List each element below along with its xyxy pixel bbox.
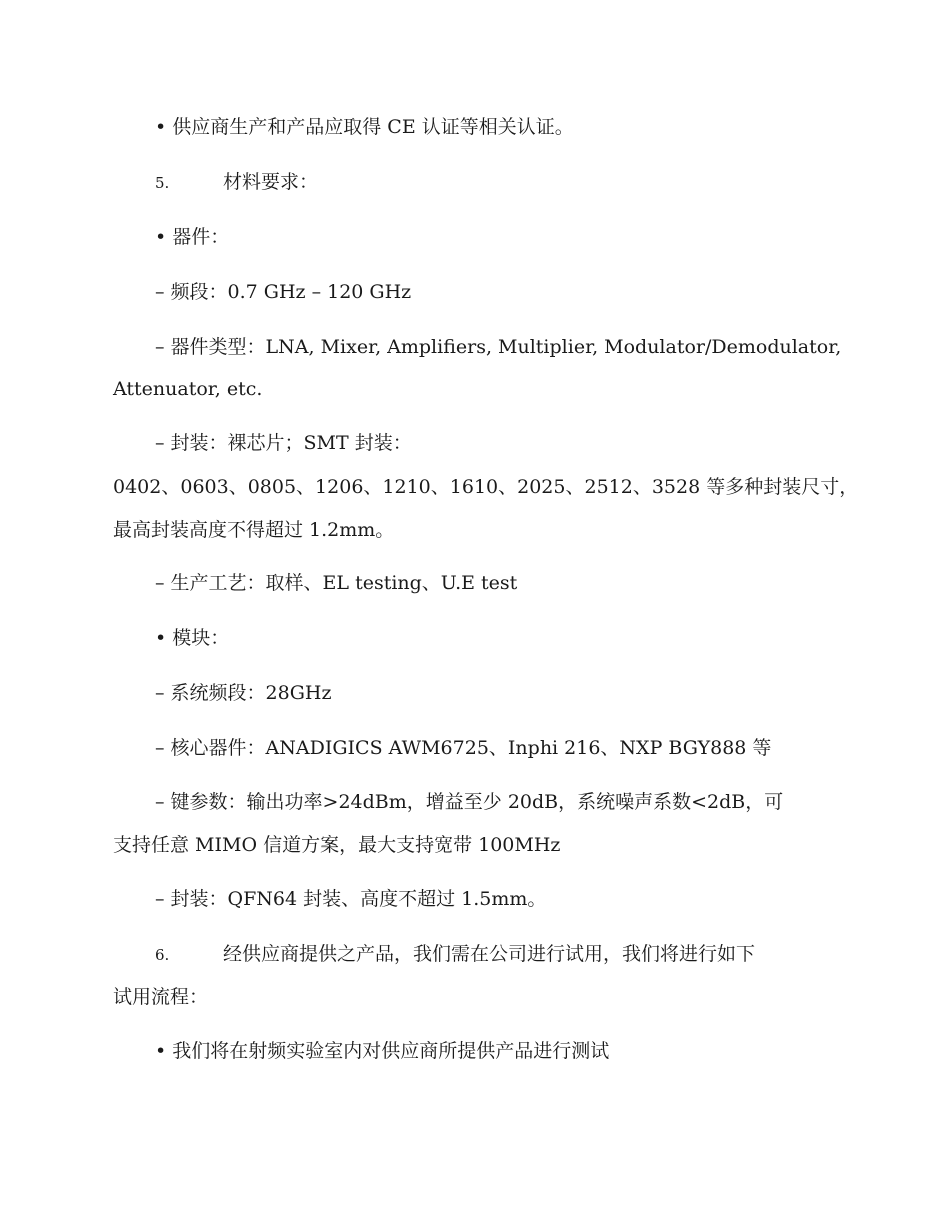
bullet-rf-lab-test: • 我们将在射频实验室内对供应商所提供产品进行测试 [155,1040,610,1062]
section-6-heading [155,942,755,967]
section-6-heading-cont: 试用流程： [113,986,209,1008]
item-device-types: – 器件类型：LNA, Mixer, Amplifiers, Multiplier, Modulator/Demodulator, [155,336,842,358]
section-number: 5. [155,174,170,192]
bullet-modules: • 模块： [155,627,230,649]
bullet-ce-certification: • 供应商生产和产品应取得 CE 认证等相关认证。 [155,116,574,138]
item-package-sizes: 0402、0603、0805、1206、1210、1610、2025、2512、3528 等多种封装尺寸， [113,476,859,498]
item-core-devices: – 核心器件：ANADIGICS AWM6725、Inphi 216、NXP BGY888 等 [155,737,772,759]
section-number: 6. [155,946,170,964]
item-package-height: 最高封装高度不得超过 1.2mm。 [113,519,395,541]
item-process: – 生产工艺：取样、EL testing、U.E test [155,572,518,594]
item-module-package: – 封装：QFN64 封装、高度不超过 1.5mm。 [155,888,547,910]
item-key-parameters: – 键参数：输出功率>24dBm，增益至少 20dB，系统噪声系数<2dB，可 [155,791,784,813]
section-title: 材料要求： [223,171,319,193]
item-system-band: – 系统频段：28GHz [155,682,332,704]
item-package: – 封装：裸芯片；SMT 封装： [155,432,412,454]
section-5-heading [155,170,318,195]
item-frequency-band: – 频段：0.7 GHz – 120 GHz [155,281,412,303]
section-text: 经供应商提供之产品，我们需在公司进行试用，我们将进行如下 [223,943,756,965]
item-device-types-cont: Attenuator, etc. [113,378,263,400]
item-key-parameters-cont: 支持任意 MIMO 信道方案，最大支持宽带 100MHz [113,834,561,856]
bullet-devices: • 器件： [155,226,230,248]
